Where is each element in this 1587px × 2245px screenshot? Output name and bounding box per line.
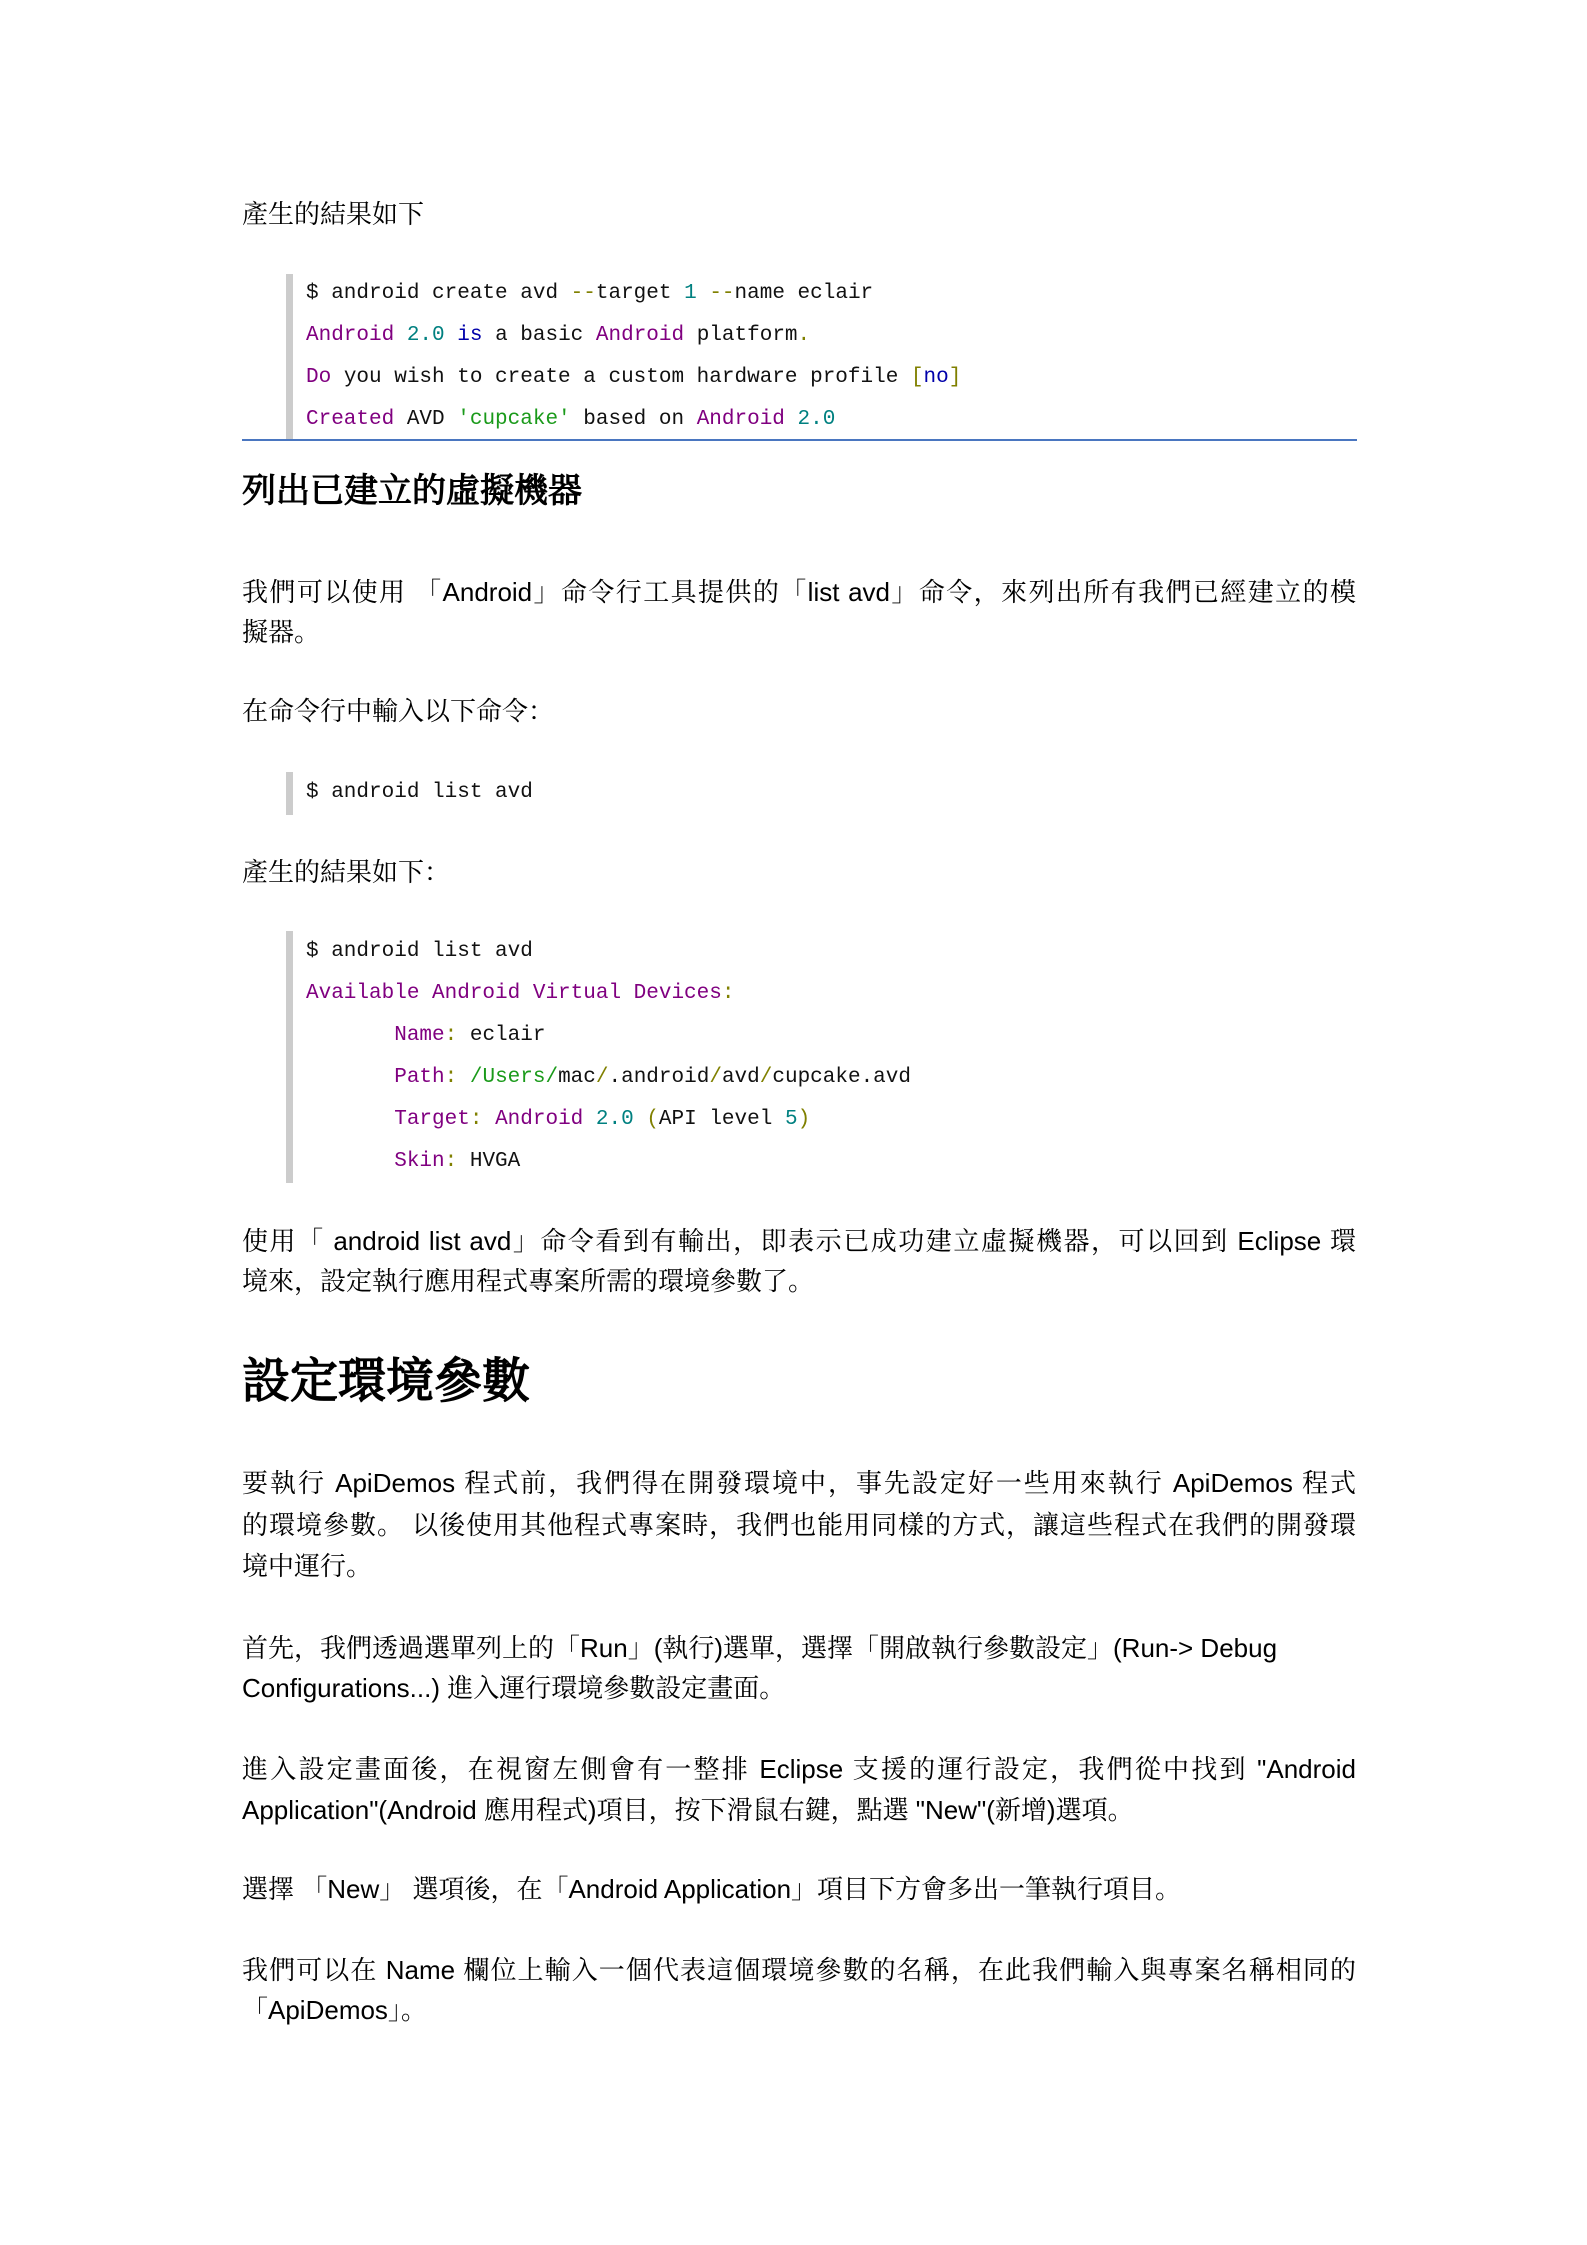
code-token-plain	[306, 1108, 394, 1131]
code-token-number: 5	[784, 1108, 798, 1131]
code-token-plain	[306, 1066, 394, 1089]
divider	[242, 439, 1357, 441]
paragraph-line: Application"(Android 應用程式)項目，按下滑鼠右鍵，點選 "New"(新增)選項。	[242, 1795, 1134, 1825]
code-token-plain: HVGA	[457, 1150, 521, 1173]
code-token-plain	[697, 282, 710, 305]
paragraph-line: 首先，我們透過選單列上的「Run」(執行)選單，選擇「開啟執行參數設定」(Run-> Debug	[242, 1633, 1278, 1663]
paragraph-line: 我們可以使用 「Android」命令行工具提供的「list avd」命令，來列出所有我們已經建立的模	[242, 577, 1356, 607]
code-token-plain	[634, 1108, 647, 1131]
paragraph-line: 「ApiDemos」。	[242, 1995, 427, 2025]
code-block-border	[286, 772, 293, 815]
code-token-builtin: no	[923, 366, 949, 389]
code-token-plain	[583, 1108, 596, 1131]
code-token-punct: /	[709, 1066, 722, 1089]
code-token-plain	[306, 1024, 394, 1047]
code-token-plain	[445, 324, 458, 347]
code-line	[306, 278, 873, 310]
code-token-keyword: Name	[394, 1024, 445, 1047]
code-line	[306, 362, 961, 394]
code-token-plain: $ android list avd	[306, 781, 533, 804]
paragraph-line: 使用「 android list avd」命令看到有輸出，即表示已成功建立虛擬機器，可以回到 Eclipse 環	[242, 1226, 1356, 1256]
code-token-plain: target	[595, 282, 685, 305]
code-token-plain	[457, 1066, 470, 1089]
chapter-heading: 設定環境參數	[242, 1355, 531, 1408]
code-line	[306, 1020, 545, 1052]
paragraph-line: 我們可以在 Name 欄位上輸入一個代表這個環境參數的名稱，在此我們輸入與專案名稱相同的	[242, 1955, 1356, 1985]
code-token-punct: [	[910, 366, 924, 389]
paragraph-line: 擬器。	[242, 617, 321, 647]
code-token-punct: (	[646, 1108, 659, 1131]
code-token-punct: )	[797, 1108, 811, 1131]
code-token-plain: a basic	[482, 324, 596, 347]
code-token-plain: name eclair	[734, 282, 874, 305]
code-token-number: 2.0	[797, 408, 836, 431]
code-token-punct: /	[759, 1066, 773, 1089]
code-token-plain: $ android create avd	[306, 282, 571, 305]
paragraph: 產生的結果如下：	[242, 857, 451, 887]
code-block-border	[286, 274, 293, 440]
code-token-punct: ]	[948, 366, 962, 389]
code-line	[306, 978, 734, 1010]
code-token-keyword: Android	[495, 1108, 584, 1131]
paragraph-line: 選擇 「New」 選項後，在「Android Application」項目下方會多出一筆執行項目。	[242, 1874, 1182, 1904]
code-block-border	[286, 931, 293, 1183]
code-token-keyword: Available Android Virtual Devices	[306, 982, 722, 1005]
code-token-keyword: Do	[306, 366, 332, 389]
code-token-keyword: Skin	[394, 1150, 445, 1173]
paragraph-line: 境來，設定執行應用程式專案所需的環境參數了。	[242, 1266, 815, 1296]
paragraph: 產生的結果如下	[242, 199, 425, 229]
code-token-plain: $ android list avd	[306, 940, 533, 963]
paragraph-line: 境中運行。	[242, 1551, 373, 1581]
code-token-plain: mac	[558, 1066, 596, 1089]
code-token-keyword: Android	[696, 408, 785, 431]
code-token-plain	[306, 1150, 394, 1173]
code-token-punct: :	[444, 1150, 458, 1173]
code-token-string: 'cupcake'	[457, 408, 571, 431]
code-token-plain: .android	[608, 1066, 710, 1089]
code-token-plain	[785, 408, 798, 431]
code-token-plain: you wish to create a custom hardware profile	[331, 366, 911, 389]
code-token-punct: .	[797, 324, 811, 347]
code-token-punct: :	[721, 982, 735, 1005]
code-token-keyword: Android	[595, 324, 685, 347]
code-token-punct: :	[444, 1024, 458, 1047]
paragraph-line: Configurations...) 進入運行環境參數設定畫面。	[242, 1673, 786, 1703]
code-token-punct: :	[444, 1066, 458, 1089]
code-token-keyword: Android	[306, 324, 395, 347]
code-line	[306, 1146, 520, 1178]
code-line	[306, 1104, 810, 1136]
paragraph-line: 進入設定畫面後，在視窗左側會有一整排 Eclipse 支援的運行設定，我們從中找到 "Android	[242, 1754, 1356, 1784]
code-token-keyword: Path	[394, 1066, 445, 1089]
code-line	[306, 936, 533, 968]
paragraph-line: 的環境參數。 以後使用其他程式專案時，我們也能用同樣的方式，讓這些程式在我們的開發環	[242, 1510, 1356, 1540]
paragraph: 在命令行中輸入以下命令：	[242, 696, 555, 726]
code-line	[306, 404, 835, 436]
code-token-keyword: Created	[306, 408, 395, 431]
code-token-plain: based on	[570, 408, 697, 431]
code-token-number: 2.0	[406, 324, 445, 347]
code-token-number: 1	[684, 282, 697, 305]
code-token-plain: cupcake.avd	[772, 1066, 911, 1089]
code-token-punct: --	[570, 282, 596, 305]
code-token-number: 2.0	[595, 1108, 634, 1131]
code-line	[306, 777, 533, 809]
section-heading: 列出已建立的虛擬機器	[242, 472, 582, 510]
code-token-plain: API level	[658, 1108, 785, 1131]
code-line	[306, 320, 810, 352]
code-token-punct: --	[709, 282, 735, 305]
code-token-plain: AVD	[394, 408, 458, 431]
code-token-plain	[394, 324, 407, 347]
code-token-string: /Users/	[469, 1066, 559, 1089]
code-token-keyword: Target	[394, 1108, 470, 1131]
code-line	[306, 1062, 911, 1094]
code-token-plain: eclair	[457, 1024, 546, 1047]
code-token-plain	[482, 1108, 495, 1131]
paragraph-line: 要執行 ApiDemos 程式前，我們得在開發環境中，事先設定好一些用來執行 ApiDemos 程式	[242, 1468, 1356, 1498]
code-token-punct: :	[469, 1108, 483, 1131]
code-token-plain: platform	[684, 324, 798, 347]
code-token-builtin: is	[457, 324, 483, 347]
code-token-plain: avd	[721, 1066, 760, 1089]
code-token-punct: /	[595, 1066, 609, 1089]
